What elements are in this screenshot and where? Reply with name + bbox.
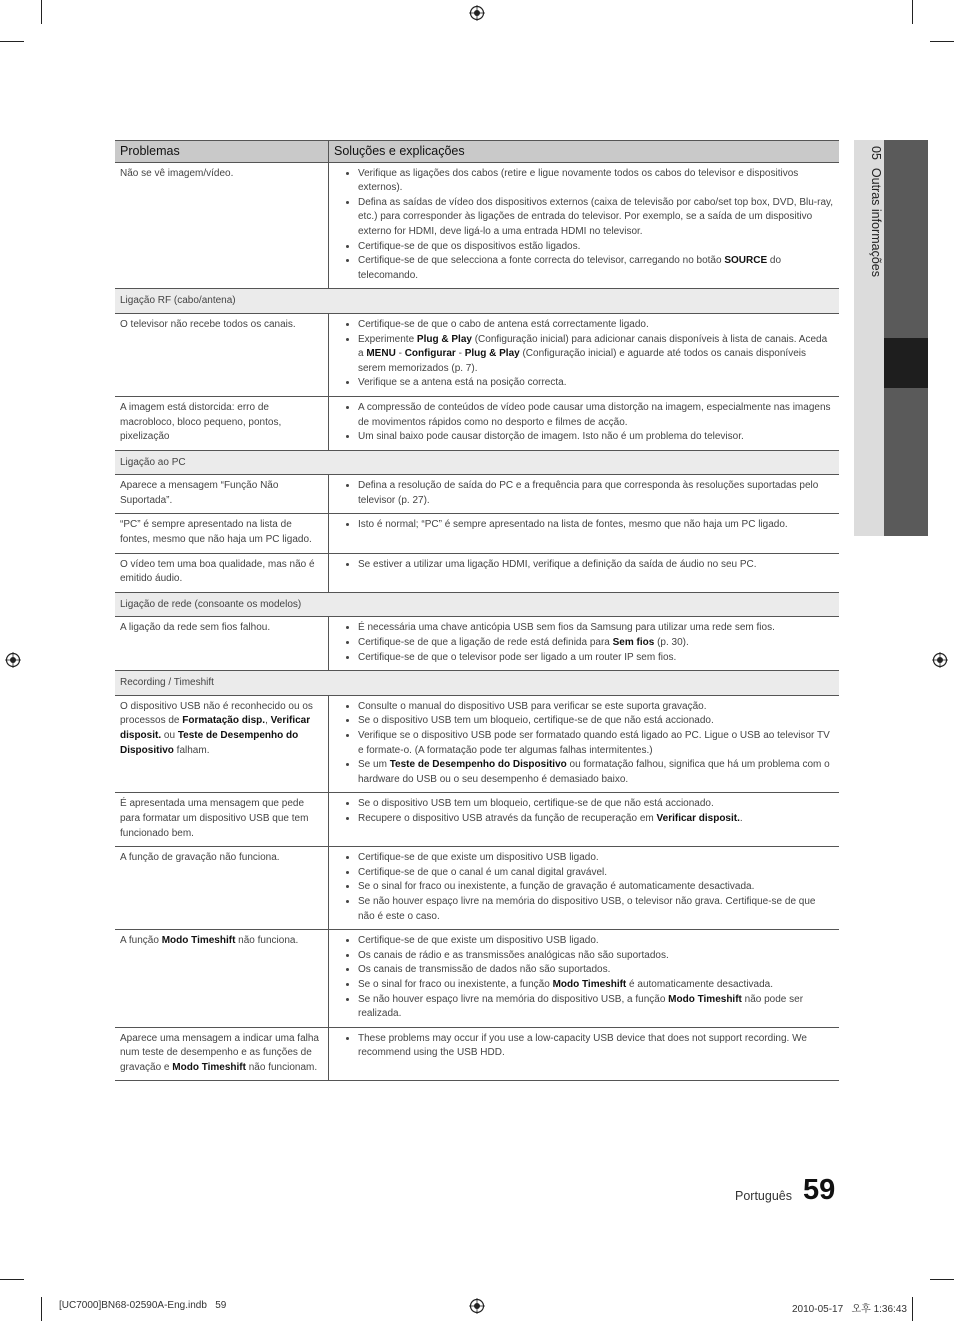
text-run: Verifique as ligações dos cabos (retire e ligue novamente todos os cabos do televisor e dispositivos externos). <box>358 167 799 194</box>
text-run: Certifique-se de que o cabo de antena está correctamente ligado. <box>358 318 649 330</box>
crop-mark <box>930 1279 954 1280</box>
solution-item <box>358 196 834 240</box>
solution-item <box>358 758 834 787</box>
problem-cell <box>115 313 329 396</box>
solution-item <box>358 558 834 573</box>
solution-item <box>358 376 834 391</box>
text-run: Se o sinal for fraco ou inexistente, a função de gravação é automaticamente desactivada. <box>358 881 755 893</box>
table-row <box>115 695 839 793</box>
solution-cell <box>329 553 840 592</box>
solution-item <box>358 240 834 255</box>
solution-item <box>358 518 834 533</box>
emphasized-term: Formatação disp. <box>182 715 266 727</box>
text-run: A compressão de conteúdos de vídeo pode causar uma distorção na imagem, especialmente nas imagens de movimentos rápidos como no desporto e filmes de acção. <box>358 401 831 428</box>
table-row <box>115 313 839 396</box>
text-run: Se não houver espaço livre na memória do dispositivo USB, a função <box>358 993 669 1005</box>
crop-mark <box>912 1297 913 1321</box>
text-run: Se o sinal for fraco ou inexistente, a função <box>358 978 553 990</box>
problem-cell <box>115 475 329 514</box>
solution-list <box>329 479 834 508</box>
problem-cell <box>115 553 329 592</box>
table-row <box>115 793 839 847</box>
emphasized-term: Configurar <box>404 348 456 360</box>
solution-list <box>329 621 834 665</box>
problem-cell <box>115 1027 329 1081</box>
text-run: Consulte o manual do dispositivo USB para verificar se este suporta gravação. <box>358 700 707 712</box>
table-row <box>115 514 839 553</box>
text-run: - <box>455 348 465 360</box>
text-run: Certifique-se de que selecciona a fonte correcta do televisor, carregando no botão <box>358 255 725 267</box>
emphasized-term: SOURCE <box>724 255 768 267</box>
text-run: These problems may occur if you use a low-capacity USB device that does not support recording. We recommend using the USB HDD. <box>358 1032 807 1059</box>
registration-mark-icon <box>469 5 485 21</box>
text-run: não funciona. <box>235 935 299 947</box>
text-run: Se não houver espaço livre na memória do dispositivo USB, o televisor não grava. Certifique-se de que não é este o caso. <box>358 895 816 922</box>
solution-cell <box>329 1027 840 1081</box>
text-run: Se um <box>358 759 390 771</box>
text-run: A imagem está distorcida: erro de macrobloco, bloco pequeno, pontos, pixelização <box>120 401 282 443</box>
solution-list <box>329 558 834 573</box>
print-slug-datetime: 2010-05-17 오후 1:36:43 <box>792 1304 907 1315</box>
text-run: é automaticamente desactivada. <box>626 978 774 990</box>
text-run: não pode ser realizada. <box>358 993 804 1020</box>
problem-cell <box>115 930 329 1028</box>
solution-list <box>329 518 834 533</box>
solution-item <box>358 333 834 377</box>
text-run: É apresentada uma mensagem que pede para formatar um dispositivo USB que tem funcionado bem. <box>120 798 309 839</box>
solution-item <box>358 866 834 881</box>
text-run: Verifique se a antena está na posição correcta. <box>358 377 567 389</box>
solution-item <box>358 812 834 827</box>
chapter-tab-block <box>884 388 928 536</box>
solution-item <box>358 1032 834 1061</box>
text-run: Não se vê imagem/vídeo. <box>120 167 234 179</box>
emphasized-term: Sem fios <box>612 637 655 649</box>
solution-list <box>329 318 834 391</box>
emphasized-term: Verificar disposit. <box>656 812 740 824</box>
solution-cell <box>329 695 840 793</box>
solution-cell <box>329 396 840 450</box>
text-run: Verifique se o dispositivo USB pode ser formatado quando está ligado ao PC. Ligue o USB ao televisor TV e formate-o. (A formatação pode ter algumas falhas intermitentes.) <box>358 730 830 756</box>
text-run: (Configuração inicial) e aguarde até todos os canais disponíveis serem memorizados (p. 7). <box>358 348 806 374</box>
table-row <box>115 847 839 930</box>
solution-list <box>329 934 834 1022</box>
text-run: Aparece a mensagem “Função Não Suportada”. <box>120 480 279 506</box>
emphasized-term: Modo Timeshift <box>172 1061 246 1073</box>
table-header-row <box>115 141 839 163</box>
text-run: ou formatação falhou, significa que há um problema com o hardware do USB ou o seu desempenho é demasiado baixo. <box>358 759 830 785</box>
text-run: O dispositivo USB não é reconhecido ou os processos de <box>120 700 313 727</box>
solution-item <box>358 934 834 949</box>
emphasized-term: Verificar disposit. <box>120 715 311 741</box>
emphasized-term: MENU <box>366 348 396 360</box>
chapter-title: Outras informações <box>869 167 883 277</box>
print-slug-file: [UC7000]BN68-02590A-Eng.indb 59 <box>59 1300 227 1311</box>
header-problems: Problemas <box>115 141 329 163</box>
text-run: (Configuração inicial) para adicionar canais disponíveis à lista de canais. Aceda a <box>358 333 828 360</box>
table-row <box>115 396 839 450</box>
text-run: “PC” é sempre apresentado na lista de fontes, mesmo que não haja um PC ligado. <box>120 519 312 546</box>
crop-mark <box>930 41 954 42</box>
table-row <box>115 930 839 1028</box>
section-row <box>115 592 839 617</box>
section-label: Ligação RF (cabo/antena) <box>115 289 839 314</box>
problem-cell <box>115 396 329 450</box>
chapter-number: 05 <box>869 146 883 160</box>
text-run: Os canais de transmissão de dados não são suportados. <box>358 964 611 976</box>
text-run: O vídeo tem uma boa qualidade, mas não é emitido áudio. <box>120 558 315 585</box>
solution-item <box>358 651 834 666</box>
section-label: Recording / Timeshift <box>115 671 839 696</box>
solution-cell <box>329 162 840 289</box>
problem-cell <box>115 695 329 793</box>
text-run: Se estiver a utilizar uma ligação HDMI, verifique a definição da saída de áudio no seu PC. <box>358 558 757 570</box>
table-row <box>115 1027 839 1081</box>
solution-cell <box>329 847 840 930</box>
table-row <box>115 617 839 671</box>
solution-cell <box>329 793 840 847</box>
solution-item <box>358 636 834 651</box>
solution-cell <box>329 475 840 514</box>
problem-cell <box>115 162 329 289</box>
crop-mark <box>0 1279 24 1280</box>
solution-item <box>358 797 834 812</box>
emphasized-term: Plug & Play <box>464 348 520 360</box>
solution-list <box>329 167 834 284</box>
solution-item <box>358 167 834 196</box>
text-run: Aparece uma mensagem a indicar uma falha num teste de desempenho e as funções de gravação e <box>120 1032 319 1073</box>
text-run: . <box>739 812 743 824</box>
solution-list <box>329 1032 834 1061</box>
text-run: , <box>265 715 271 727</box>
solution-item <box>358 880 834 895</box>
registration-mark-icon <box>5 652 21 668</box>
text-run: Defina as saídas de vídeo dos dispositivos externos (caixa de televisão por cabo/set top box, DVD, Blu-ray, etc.) para corresponder às ligações de entrada do televisor. Por exemplo, se a saída de um dispositivo externo for HDMI, deve ligá-lo a uma entrada HDMI no televisor. <box>358 196 834 237</box>
solution-list <box>329 700 834 788</box>
solution-item <box>358 318 834 333</box>
problem-cell <box>115 793 329 847</box>
table-row <box>115 553 839 592</box>
text-run: Experimente <box>358 333 417 345</box>
footer-language: Português <box>735 1189 792 1203</box>
text-run: do telecomando. <box>358 255 782 281</box>
solution-item <box>358 700 834 715</box>
section-row <box>115 450 839 475</box>
solution-cell <box>329 313 840 396</box>
problem-cell <box>115 617 329 671</box>
emphasized-term: Modo Timeshift <box>552 978 627 990</box>
table-body <box>115 162 839 1081</box>
emphasized-term: Teste de Desempenho do Dispositivo <box>120 730 299 756</box>
text-run: não funcionam. <box>245 1061 318 1073</box>
text-run: Se o dispositivo USB tem um bloqueio, certifique-se de que não está accionado. <box>358 798 714 810</box>
crop-mark <box>0 41 24 42</box>
page-number: 59 <box>803 1174 836 1206</box>
solution-list <box>329 401 834 445</box>
text-run: - <box>395 348 405 360</box>
problem-cell <box>115 847 329 930</box>
emphasized-term: Plug & Play <box>416 333 472 345</box>
solution-cell <box>329 930 840 1028</box>
chapter-label <box>869 146 883 285</box>
text-run: Defina a resolução de saída do PC e a frequência para que corresponda às resoluções suportadas pelo televisor (p. 27). <box>358 480 819 506</box>
text-run: Certifique-se de que o canal é um canal digital gravável. <box>358 866 608 878</box>
solution-item <box>358 401 834 430</box>
crop-mark <box>41 1297 42 1321</box>
solution-item <box>358 851 834 866</box>
chapter-tab-block <box>884 140 928 338</box>
table-row <box>115 475 839 514</box>
text-run: (p. 30). <box>654 637 689 649</box>
section-label: Ligação ao PC <box>115 450 839 475</box>
text-run: É necessária uma chave anticópia USB sem fios da Samsung para utilizar uma rede sem fios. <box>358 622 775 634</box>
text-run: Certifique-se de que a ligação de rede está definida para <box>358 637 613 649</box>
text-run: Certifique-se de que existe um dispositivo USB ligado. <box>358 935 599 947</box>
emphasized-term: Modo Timeshift <box>668 993 742 1005</box>
solution-item <box>358 621 834 636</box>
solution-item <box>358 430 834 445</box>
text-run: falham. <box>173 744 210 756</box>
text-run: ou <box>161 730 178 741</box>
text-run: Recupere o dispositivo USB através da função de recuperação em <box>358 812 657 824</box>
solution-cell <box>329 514 840 553</box>
solution-cell <box>329 617 840 671</box>
solution-item <box>358 729 834 758</box>
text-run: A ligação da rede sem fios falhou. <box>120 622 271 634</box>
section-row <box>115 289 839 314</box>
solution-item <box>358 479 834 508</box>
emphasized-term: Modo Timeshift <box>161 935 236 947</box>
registration-mark-icon <box>932 652 948 668</box>
text-run: A função de gravação não funciona. <box>120 852 280 864</box>
header-solutions: Soluções e explicações <box>329 141 840 163</box>
solution-item <box>358 978 834 993</box>
text-run: Isto é normal; “PC” é sempre apresentado na lista de fontes, mesmo que não haja um PC ligado. <box>358 519 788 531</box>
text-run: Um sinal baixo pode causar distorção de imagem. Isto não é um problema do televisor. <box>358 431 744 443</box>
solution-item <box>358 895 834 924</box>
text-run: Certifique-se de que existe um dispositivo USB ligado. <box>358 852 599 864</box>
text-run: Certifique-se de que os dispositivos estão ligados. <box>358 240 581 252</box>
text-run: Certifique-se de que o televisor pode ser ligado a um router IP sem fios. <box>358 651 677 663</box>
emphasized-term: Teste de Desempenho do Dispositivo <box>389 759 567 771</box>
table-row <box>115 162 839 289</box>
problem-cell <box>115 514 329 553</box>
section-label: Ligação de rede (consoante os modelos) <box>115 592 839 617</box>
solution-list <box>329 851 834 924</box>
solution-list <box>329 797 834 826</box>
registration-mark-icon <box>469 1298 485 1314</box>
text-run: A função <box>120 935 162 947</box>
solution-item <box>358 714 834 729</box>
text-run: Os canais de rádio e as transmissões analógicas não são suportados. <box>358 949 669 961</box>
text-run: O televisor não recebe todos os canais. <box>120 318 296 330</box>
solution-item <box>358 993 834 1022</box>
troubleshooting-table <box>115 140 839 1081</box>
chapter-tab-active-marker <box>884 338 928 388</box>
solution-item <box>358 254 834 283</box>
text-run: Se o dispositivo USB tem um bloqueio, certifique-se de que não está accionado. <box>358 715 714 727</box>
crop-mark <box>912 0 913 24</box>
solution-item <box>358 949 834 964</box>
section-row <box>115 671 839 696</box>
crop-mark <box>41 0 42 24</box>
solution-item <box>358 963 834 978</box>
